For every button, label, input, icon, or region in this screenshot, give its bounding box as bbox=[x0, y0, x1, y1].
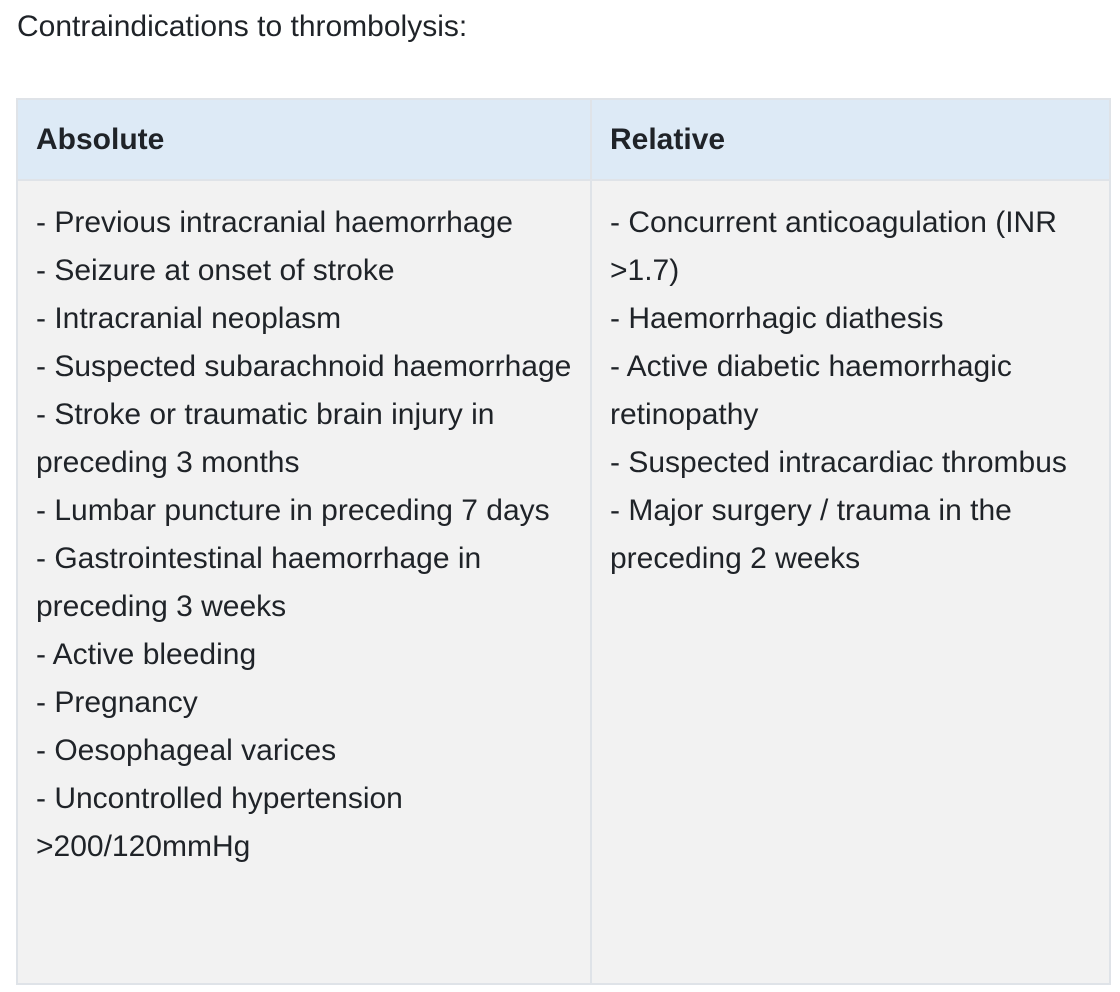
list-item: - Major surgery / trauma in the preceding 2 weeks bbox=[610, 494, 1012, 575]
list-item: - Oesophageal varices bbox=[36, 734, 337, 767]
absolute-list bbox=[36, 199, 572, 871]
header-absolute: Absolute bbox=[17, 99, 591, 180]
intro-text: Contraindications to thrombolysis: bbox=[17, 10, 468, 43]
table-header-row bbox=[17, 99, 1110, 180]
relative-list bbox=[610, 199, 1091, 583]
relative-cell bbox=[591, 180, 1110, 984]
table-row bbox=[17, 180, 1110, 984]
list-item: - Active bleeding bbox=[36, 638, 257, 671]
list-item: - Pregnancy bbox=[36, 686, 198, 719]
header-relative: Relative bbox=[591, 99, 1110, 180]
list-item: - Stroke or traumatic brain injury in preceding 3 months bbox=[36, 398, 495, 479]
list-item: - Previous intracranial haemorrhage bbox=[36, 206, 513, 239]
list-item: - Uncontrolled hypertension >200/120mmHg bbox=[36, 782, 403, 863]
list-item: - Lumbar puncture in preceding 7 days bbox=[36, 494, 550, 527]
list-item: - Seizure at onset of stroke bbox=[36, 254, 395, 287]
absolute-cell bbox=[17, 180, 591, 984]
list-item: - Suspected intracardiac thrombus bbox=[610, 446, 1067, 479]
list-item: - Active diabetic haemorrhagic retinopathy bbox=[610, 350, 1012, 431]
list-item: - Suspected subarachnoid haemorrhage bbox=[36, 350, 572, 383]
list-item: - Concurrent anticoagulation (INR >1.7) bbox=[610, 206, 1057, 287]
list-item: - Gastrointestinal haemorrhage in preceding 3 weeks bbox=[36, 542, 482, 623]
contraindications-table bbox=[16, 98, 1111, 985]
list-item: - Haemorrhagic diathesis bbox=[610, 302, 944, 335]
list-item: - Intracranial neoplasm bbox=[36, 302, 342, 335]
